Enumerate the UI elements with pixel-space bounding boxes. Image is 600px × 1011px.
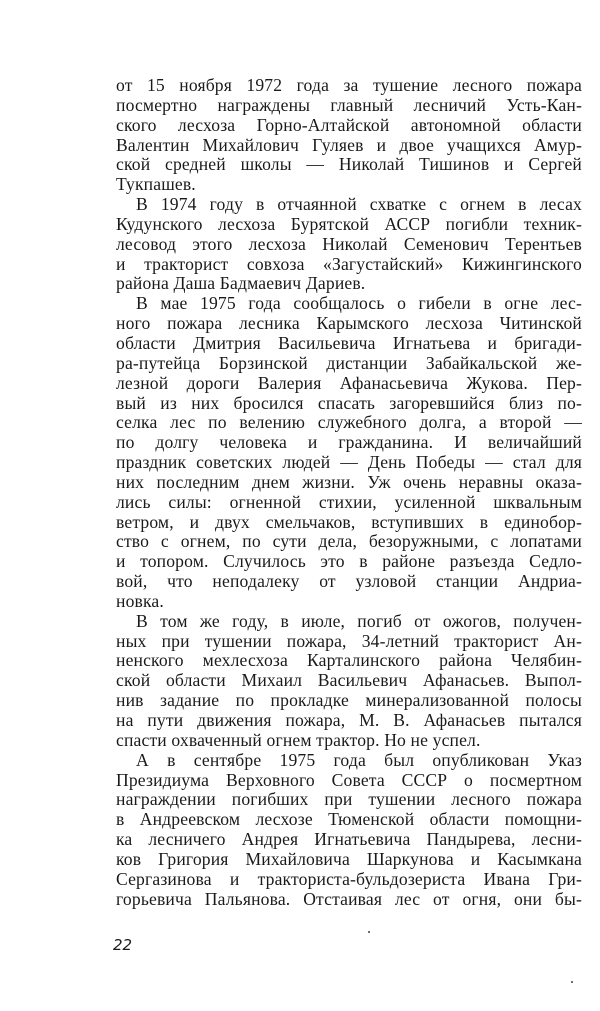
text-line: ного пожара лесника Карымского лесхоза Читинской	[116, 313, 582, 334]
text-line: Тукпашев.	[116, 174, 196, 195]
text-line: на пути движения пожара, М. В. Афанасьев пытался	[116, 710, 582, 730]
text-line: района Даша Бадмаевич Дариев.	[116, 273, 366, 294]
text-line: Валентин Михайлович Гуляев и двое учащихся Амур-	[116, 134, 582, 155]
text-line: них последним днем жизни. Уж очень неравны оказа-	[116, 471, 582, 492]
text-line: и топором. Случилось это в районе разъезда Седло-	[116, 551, 582, 572]
text-line: В том же году, в июле, погиб от ожогов, получен-	[136, 610, 582, 631]
text-line: лезной дороги Валерия Афанасьевича Жукова. Пер-	[116, 372, 582, 393]
text-line: Сергазинова и тракториста-бульдозериста Ивана Гри-	[116, 868, 582, 889]
text-line: посмертно награждены главный лесничий Усть-Кан-	[116, 94, 582, 115]
text-line: ской области Михаил Васильевич Афанасьев. Выпол-	[116, 670, 582, 691]
text-line: ветром, и двух смельчаков, вступивших в единобор-	[116, 511, 582, 532]
text-line: новка.	[116, 590, 164, 611]
text-line: В мае 1975 года сообщалось о гибели в огне лес-	[136, 293, 582, 314]
paragraph-1	[116, 76, 582, 195]
scan-speck	[368, 931, 370, 933]
text-line: лесовод этого лесхоза Николай Семенович Терентьев	[116, 233, 582, 254]
text-line: области Дмитрия Васильевича Игнатьева и бригади-	[116, 332, 582, 353]
text-line: селка лес по велению служебного долга, а второй —	[116, 412, 582, 433]
text-line: ской средней школы — Николай Тишинов и Сергей	[116, 154, 582, 175]
text-line: спасти охваченный огнем трактор. Но не успел.	[116, 729, 481, 750]
text-line: Президиума Верховного Совета СССР о посмертном	[116, 769, 582, 790]
text-line: Кудунского лесхоза Бурятской АССР погибли техник-	[116, 213, 582, 234]
text-line: А в сентябре 1975 года был опубликован Указ	[136, 749, 582, 770]
text-line: праздник советских людей — День Победы — стал для	[116, 452, 582, 473]
scan-speck	[571, 981, 573, 983]
text-line: ского лесхоза Горно-Алтайской автономной области	[116, 114, 582, 135]
text-line: вой, что неподалеку от узловой станции Андриа-	[116, 571, 582, 592]
text-line: от 15 ноября 1972 года за тушение лесного пожара	[116, 75, 582, 95]
text-line: ных при тушении пожара, 34-летний тракторист Ан-	[116, 630, 582, 651]
text-line: в Андреевском лесхозе Тюменской области помощни-	[116, 809, 582, 830]
paragraph-4	[116, 612, 582, 751]
text-line: ков Григория Михайловича Шаркунова и Касымкана	[116, 848, 582, 869]
paragraph-5	[116, 751, 582, 910]
text-line: В 1974 году в отчаянной схватке с огнем в лесах	[136, 194, 582, 215]
text-line: лись силы: огненной стихии, усиленной шквальным	[116, 491, 582, 512]
text-line: и тракторист совхоза «Загустайский» Кижингинского	[116, 253, 582, 274]
text-line: нив задание по прокладке минерализованной полосы	[116, 690, 582, 711]
text-line: горьевича Пальянова. Отстаивая лес от огня, они бы-	[116, 888, 582, 909]
text-line: по долгу человека и гражданина. И величайший	[116, 432, 582, 453]
page-number: 22	[113, 936, 133, 954]
text-line: ка лесничего Андрея Игнатьевича Пандырева, лесни-	[116, 829, 582, 850]
text-line: ра-путейца Борзинской дистанции Забайкальской же-	[116, 352, 582, 373]
paragraph-3	[116, 294, 582, 612]
text-line: награждении погибших при тушении лесного пожара	[116, 789, 582, 810]
text-line: ненского мехлесхоза Карталинского района Челябин-	[116, 650, 582, 671]
text-line: вый из них бросился спасать загоревшийся близ по-	[116, 392, 582, 413]
text-line: ство с огнем, по сути дела, безоружными, с лопатами	[116, 531, 582, 552]
paragraph-2	[116, 195, 582, 294]
page-body-text	[116, 76, 582, 909]
